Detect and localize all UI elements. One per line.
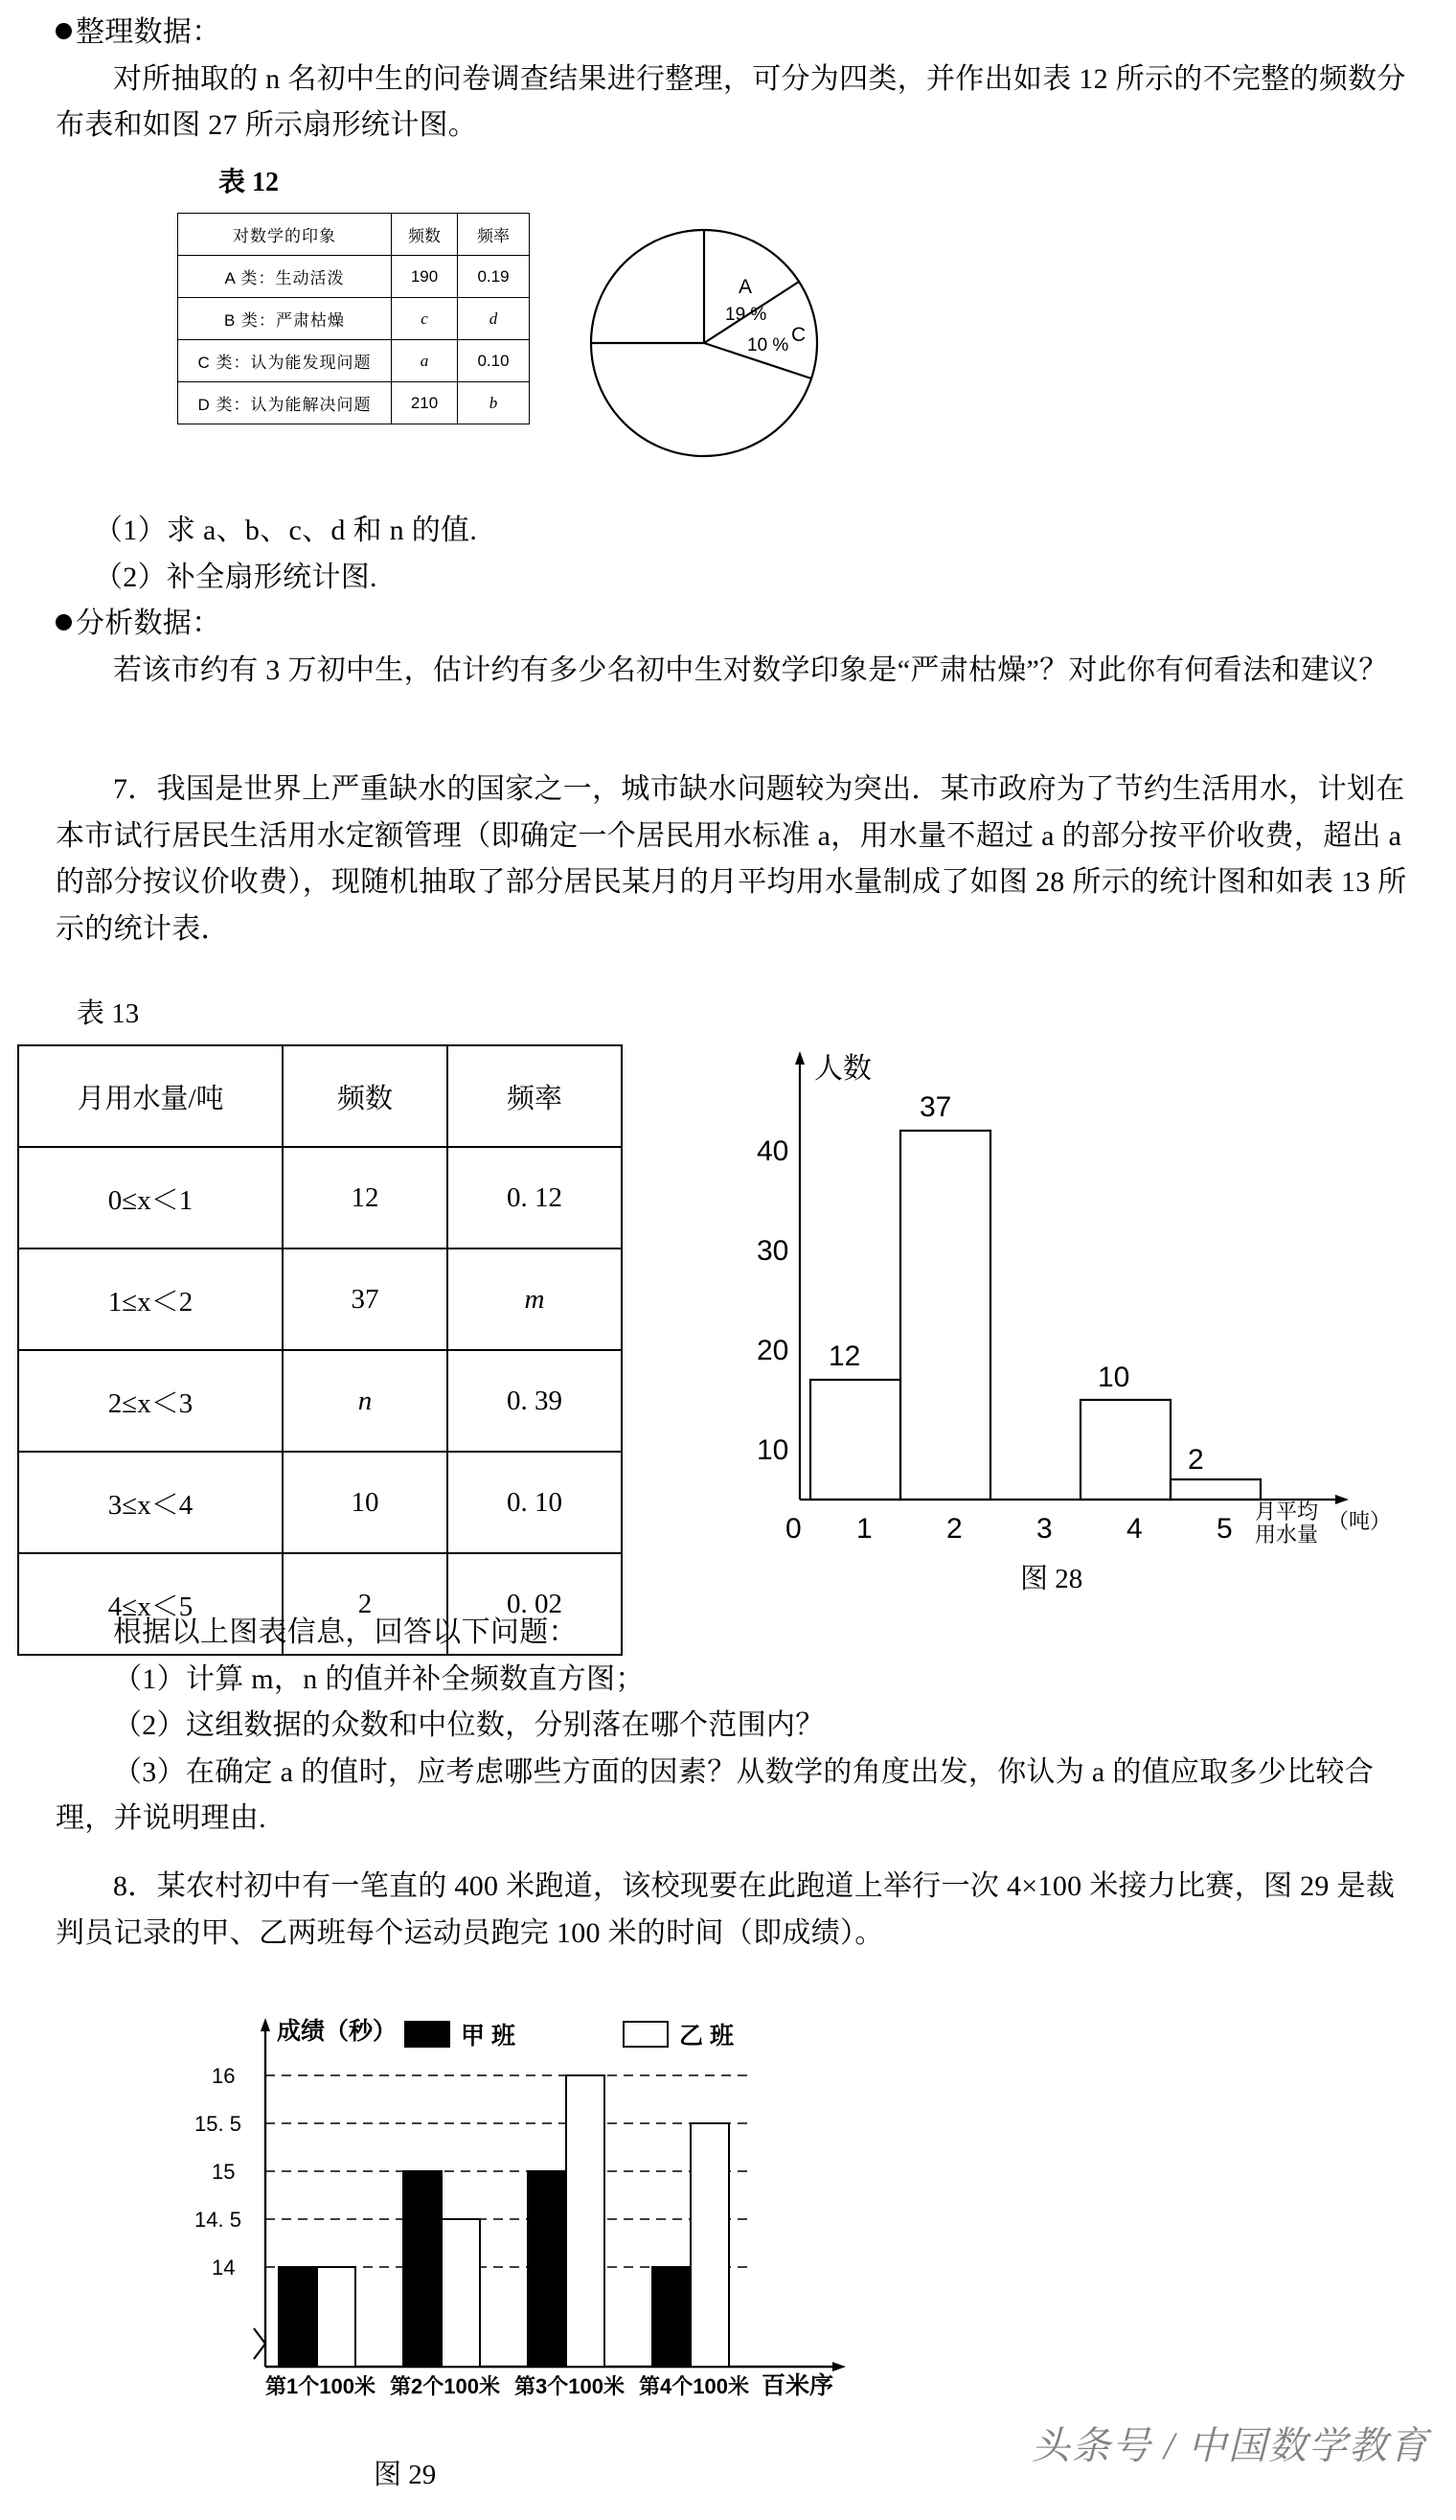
bar-chart-figure28	[757, 1040, 1389, 1576]
item7-question-1: （1）计算 m，n 的值并补全频数直方图；	[113, 1662, 645, 1695]
bar-jia-1	[279, 2267, 317, 2367]
bar-0-12	[810, 1380, 900, 1500]
table13-cell-1-1: 37	[283, 1249, 447, 1350]
item8-text: 8．某农村初中有一笔直的 400 米跑道，该校现要在此跑道上举行一次 4×100 米接力比赛，图 29 是裁判员记录的甲、乙两班每个运动员跑完 100 米的时间（即成绩）。	[56, 1870, 1396, 1949]
table-row	[18, 1452, 622, 1553]
x-category-1: 第2个100米	[390, 2374, 500, 2398]
table12-cell-1-2: d	[458, 298, 530, 340]
y-tick-30: 30	[757, 1235, 789, 1267]
table12-caption: 表 12	[218, 168, 280, 197]
pie-label-a: A	[739, 276, 753, 298]
y-axis-label: 成绩（秒）	[277, 2018, 398, 2045]
bar-jia-2	[403, 2171, 442, 2367]
bar-yi-3	[566, 2075, 604, 2367]
item7-questions	[56, 1610, 1408, 1843]
table12-cell-3-1: 210	[392, 382, 458, 424]
table12	[177, 213, 530, 424]
bar-1-37	[900, 1131, 990, 1500]
table13-cell-1-2: m	[447, 1249, 622, 1350]
y-tick-10: 10	[757, 1434, 789, 1466]
table13-cell-3-2: 0. 10	[447, 1452, 622, 1553]
bar-label-4: 2	[1188, 1444, 1204, 1476]
table12-cell-3-2: b	[458, 382, 530, 424]
paragraph-2: 若该市约有 3 万初中生，估计约有多少名初中生对数学印象是“严肃枯燥”？对此你有何看法和建议？	[113, 653, 1388, 686]
y-tick-16: 16	[212, 2064, 236, 2088]
table12-cell-0-0: A 类：生动活泼	[178, 256, 392, 298]
table12-cell-3-0: D 类：认为能解决问题	[178, 382, 392, 424]
legend-label-jia: 甲 班	[461, 2023, 515, 2050]
y-tick-14: 14	[212, 2256, 236, 2279]
table12-cell-0-1: 190	[392, 256, 458, 298]
item7-text: 7．我国是世界上严重缺水的国家之一，城市缺水问题较为突出．某市政府为了节约生活用水，计划在本市试行居民生活用水定额管理（即确定一个居民用水标准 a，用水量不超过 a 的部分按平价收费，超出 a 的部分按议价收费），现随机抽取了部分居民某月的月平均用水量制成了如图 28 所示的统计图和如表 13 所示的统计表．	[56, 773, 1407, 945]
table13-header-2: 频率	[447, 1045, 622, 1147]
table13	[17, 1044, 623, 1656]
filled-circle-icon	[56, 614, 72, 630]
table12-cell-2-1: a	[392, 340, 458, 382]
x-tick-3: 3	[1036, 1513, 1053, 1545]
table12-header-0: 对数学的印象	[178, 214, 392, 256]
bar-3-10	[1081, 1400, 1171, 1500]
table13-cell-2-0: 2≤x＜3	[18, 1350, 283, 1452]
item7-question-3: （3）在确定 a 的值时，应考虑哪些方面的因素？从数学的角度出发，你认为 a 的值应取多少比较合理，并说明理由.	[56, 1755, 1375, 1835]
table13-cell-0-2: 0. 12	[447, 1147, 622, 1249]
y-tick-15-5: 15. 5	[194, 2112, 241, 2136]
table13-cell-4-0: 4≤x＜5	[18, 1553, 283, 1655]
y-axis-arrow	[261, 2018, 270, 2031]
x-axis-arrow	[1335, 1495, 1349, 1504]
bullet-heading-1	[56, 10, 1406, 57]
table12-cell-0-2: 0.19	[458, 256, 530, 298]
table13-cell-4-1: 2	[283, 1553, 447, 1655]
x-tick-0: 0	[785, 1513, 802, 1545]
question-2: （2）补全扇形统计图.	[94, 561, 377, 593]
x-tick-5: 5	[1217, 1513, 1233, 1545]
legend-label-yi: 乙 班	[679, 2023, 734, 2050]
table13-cell-3-0: 3≤x＜4	[18, 1452, 283, 1553]
figure28-caption: 图 28	[1020, 1564, 1083, 1594]
table-row	[178, 256, 530, 298]
table12-cell-2-0: C 类：认为能发现问题	[178, 340, 392, 382]
y-tick-20: 20	[757, 1335, 789, 1366]
table-row	[18, 1147, 622, 1249]
table-row	[178, 382, 530, 424]
legend-swatch-jia	[405, 2022, 449, 2047]
x-axis-label-line1: 月平均	[1255, 1500, 1319, 1523]
pie-value-a: 19 %	[725, 305, 767, 325]
table13-header-1: 频数	[283, 1045, 447, 1147]
item7-question-intro: 根据以上图表信息，回答以下问题：	[113, 1616, 578, 1648]
x-axis-label: 百米序	[762, 2372, 834, 2399]
table13-header-0: 月用水量/吨	[18, 1045, 283, 1147]
figure29-caption: 图 29	[374, 2460, 437, 2490]
bar-label-3: 10	[1098, 1362, 1130, 1393]
table12-cell-1-0: B 类：严肃枯燥	[178, 298, 392, 340]
bullet-heading-2	[56, 601, 1406, 648]
legend-swatch-yi	[624, 2022, 668, 2047]
pie-value-c: 10 %	[747, 335, 789, 355]
table13-cell-0-0: 0≤x＜1	[18, 1147, 283, 1249]
section-questions-1	[56, 508, 1406, 694]
table12-cell-2-2: 0.10	[458, 340, 530, 382]
bar-jia-3	[528, 2171, 566, 2367]
y-axis-arrow	[795, 1051, 805, 1065]
table13-cell-3-1: 10	[283, 1452, 447, 1553]
table13-cell-1-0: 1≤x＜2	[18, 1249, 283, 1350]
item7-question-2: （2）这组数据的众数和中位数，分别落在哪个范围内？	[113, 1709, 825, 1742]
table-row	[18, 1045, 622, 1147]
bar-yi-2	[442, 2219, 480, 2367]
table12-header-1: 频数	[392, 214, 458, 256]
bullet-heading-2-label: 分析数据：	[76, 607, 221, 640]
x-axis-label-line2: 用水量	[1255, 1523, 1319, 1546]
bar-yi-1	[317, 2267, 355, 2367]
table-row	[178, 298, 530, 340]
pie-chart-figure27	[565, 220, 853, 470]
table13-cell-4-2: 0. 02	[447, 1553, 622, 1655]
bar-jia-4	[652, 2267, 691, 2367]
bar-4-2	[1171, 1479, 1261, 1500]
axis-break-icon	[254, 2328, 265, 2359]
bar-chart-figure29	[177, 2012, 905, 2424]
paragraph-1: 对所抽取的 n 名初中生的问卷调查结果进行整理，可分为四类，并作出如表 12 所示的不完整的频数分布表和如图 27 所示扇形统计图。	[56, 62, 1406, 142]
question-1: （1）求 a、b、c、d 和 n 的值.	[94, 515, 478, 546]
y-tick-40: 40	[757, 1135, 789, 1167]
table-row	[178, 214, 530, 256]
table13-caption: 表 13	[77, 998, 140, 1029]
x-category-2: 第3个100米	[514, 2374, 625, 2398]
x-tick-1: 1	[856, 1513, 873, 1545]
filled-circle-icon	[56, 23, 72, 39]
y-axis-label: 人数	[814, 1053, 872, 1085]
bar-yi-4	[691, 2123, 729, 2367]
x-category-0: 第1个100米	[265, 2374, 375, 2398]
watermark: 头条号 / 中国数学教育	[1031, 2424, 1429, 2467]
table12-cell-1-1: c	[392, 298, 458, 340]
table13-cell-0-1: 12	[283, 1147, 447, 1249]
x-category-3: 第4个100米	[639, 2374, 749, 2398]
table12-header-2: 频率	[458, 214, 530, 256]
y-tick-15: 15	[212, 2160, 236, 2184]
x-axis-unit: （吨）	[1328, 1509, 1389, 1533]
pie-label-c: C	[791, 324, 807, 346]
table-row	[18, 1350, 622, 1452]
y-tick-14-5: 14. 5	[194, 2208, 241, 2232]
section-organize-data	[56, 10, 1406, 149]
bar-label-1: 37	[920, 1091, 952, 1123]
x-tick-2: 2	[946, 1513, 963, 1545]
x-tick-4: 4	[1126, 1513, 1143, 1545]
table-row	[18, 1249, 622, 1350]
table13-cell-2-1: n	[283, 1350, 447, 1452]
table-row	[178, 340, 530, 382]
table13-cell-2-2: 0. 39	[447, 1350, 622, 1452]
x-axis-arrow	[832, 2362, 846, 2371]
bar-label-0: 12	[829, 1340, 861, 1372]
bullet-heading-1-label: 整理数据：	[76, 16, 221, 48]
